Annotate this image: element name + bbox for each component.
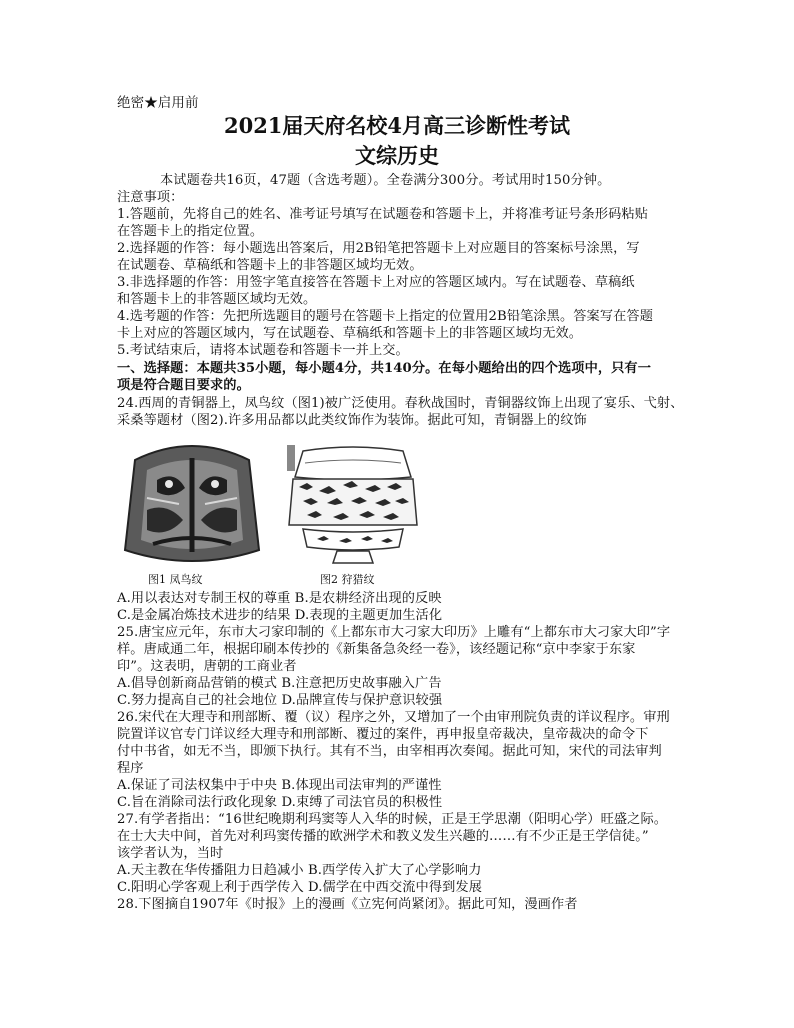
notes-title: 注意事项：: [117, 190, 184, 205]
note-line: 1.答题前，先将自己的姓名、准考证号填写在试题卷和答题卡上，并将准考证号条形码粘贴: [117, 207, 648, 222]
question-25-stem: 样。唐咸通二年，根据印刷本传抄的《新集备急灸经一卷》，该经题记称“京中李家于东家: [117, 642, 636, 657]
note-line: 在答题卡上的指定位置。: [117, 224, 264, 239]
question-26-option: C.旨在消除司法行政化现象 D.束缚了司法官员的积极性: [117, 795, 443, 810]
note-line: 卡上对应的答题区域内，写在试题卷、草稿纸和答题卡上的非答题区域均无效。: [117, 326, 583, 341]
question-24-stem: 采桑等题材（图2).许多用品都以此类纹饰作为装饰。据此可知，青铜器上的纹饰: [117, 413, 587, 428]
question-26-stem: 程序: [117, 761, 144, 776]
section-heading: 项是符合题目要求的。: [117, 378, 250, 393]
section-heading: 一、选择题：本题共35小题，每小题4分，共140分。在每小题给出的四个选项中，只有一: [117, 361, 652, 376]
figure-1-caption: 图1 凤鸟纹: [148, 573, 203, 586]
note-line: 和答题卡上的非答题区域均无效。: [117, 292, 317, 307]
note-line: 5.考试结束后，请将本试题卷和答题卡一并上交。: [117, 343, 409, 358]
question-26-stem: 院置详议官专门详议经大理寺和刑部断、覆过的案件，再申报皇帝裁决，皇帝裁决的命令下: [117, 727, 649, 742]
question-26-stem: 付中书省，如无不当，即颁下执行。其有不当，由宰相再次奏闻。据此可知，宋代的司法审判: [117, 744, 662, 759]
question-25-option: C.努力提高自己的社会地位 D.品牌宣传与保护意识较强: [117, 693, 443, 708]
subject-title: 文综历史: [355, 143, 439, 168]
question-27-option: C.阳明心学客观上利于西学传入 D.儒学在中西交流中得到发展: [117, 880, 482, 895]
figure-phoenix-pattern: [117, 440, 267, 568]
question-27-stem: 该学者认为，当时: [117, 846, 224, 861]
note-line: 2.选择题的作答：每小题选出答案后，用2B铅笔把答题卡上对应题目的答案标号涂黑，写: [117, 241, 640, 256]
question-24-option: C.是金属冶炼技术进步的结果 D.表现的主题更加生活化: [117, 608, 443, 623]
exam-title: 2021届天府名校4月高三诊断性考试: [223, 113, 571, 138]
question-25-stem: 25.唐宝应元年，东市大刁家印制的《上都东市大刁家大印历》上雕有“上都东市大刁家大印”字: [117, 625, 671, 640]
question-28-stem: 28.下图摘自1907年《时报》上的漫画《立宪何尚紧闭》。据此可知，漫画作者: [117, 897, 578, 912]
confidential-mark: 绝密★启用前: [117, 95, 199, 111]
note-line: 在试题卷、草稿纸和答题卡上的非答题区域均无效。: [117, 258, 423, 273]
exam-intro: 本试题卷共16页，47题（含选考题）。全卷满分300分。考试用时150分钟。: [160, 173, 611, 188]
figure-hunting-pattern: [283, 443, 423, 569]
question-27-stem: 在士大夫中间，首先对利玛窦传播的欧洲学术和教义发生兴趣的……有不少正是王学信徒。”: [117, 829, 649, 844]
question-27-option: A.天主教在华传播阻力日趋减小 B.西学传入扩大了心学影响力: [117, 863, 482, 878]
question-25-stem: 印”。这表明，唐朝的工商业者: [117, 659, 297, 674]
question-26-option: A.保证了司法权集中于中央 B.体现出司法审判的严谨性: [117, 778, 442, 793]
question-27-stem: 27.有学者指出：“16世纪晚期利玛窦等人入华的时候，正是王学思潮（阳明心学）旺盛之际。: [117, 812, 668, 827]
question-26-stem: 26.宋代在大理寺和刑部断、覆（议）程序之外，又增加了一个由审刑院负责的详议程序。审刑: [117, 710, 670, 725]
question-24-option: A.用以表达对专制王权的尊重 B.是农耕经济出现的反映: [117, 591, 442, 606]
note-line: 4.选考题的作答：先把所选题目的题号在答题卡上指定的位置用2B铅笔涂黑。答案写在答题: [117, 309, 653, 324]
question-24-stem: 24.西周的青铜器上，凤鸟纹（图1)被广泛使用。春秋战国时，青铜器纹饰上出现了宴乐、弋射、: [117, 396, 684, 411]
note-line: 3.非选择题的作答：用签字笔直接答在答题卡上对应的答题区域内。写在试题卷、草稿纸: [117, 275, 635, 290]
figure-2-caption: 图2 狩猎纹: [320, 573, 375, 586]
question-25-option: A.倡导创新商品营销的模式 B.注意把历史故事融入广告: [117, 676, 442, 691]
